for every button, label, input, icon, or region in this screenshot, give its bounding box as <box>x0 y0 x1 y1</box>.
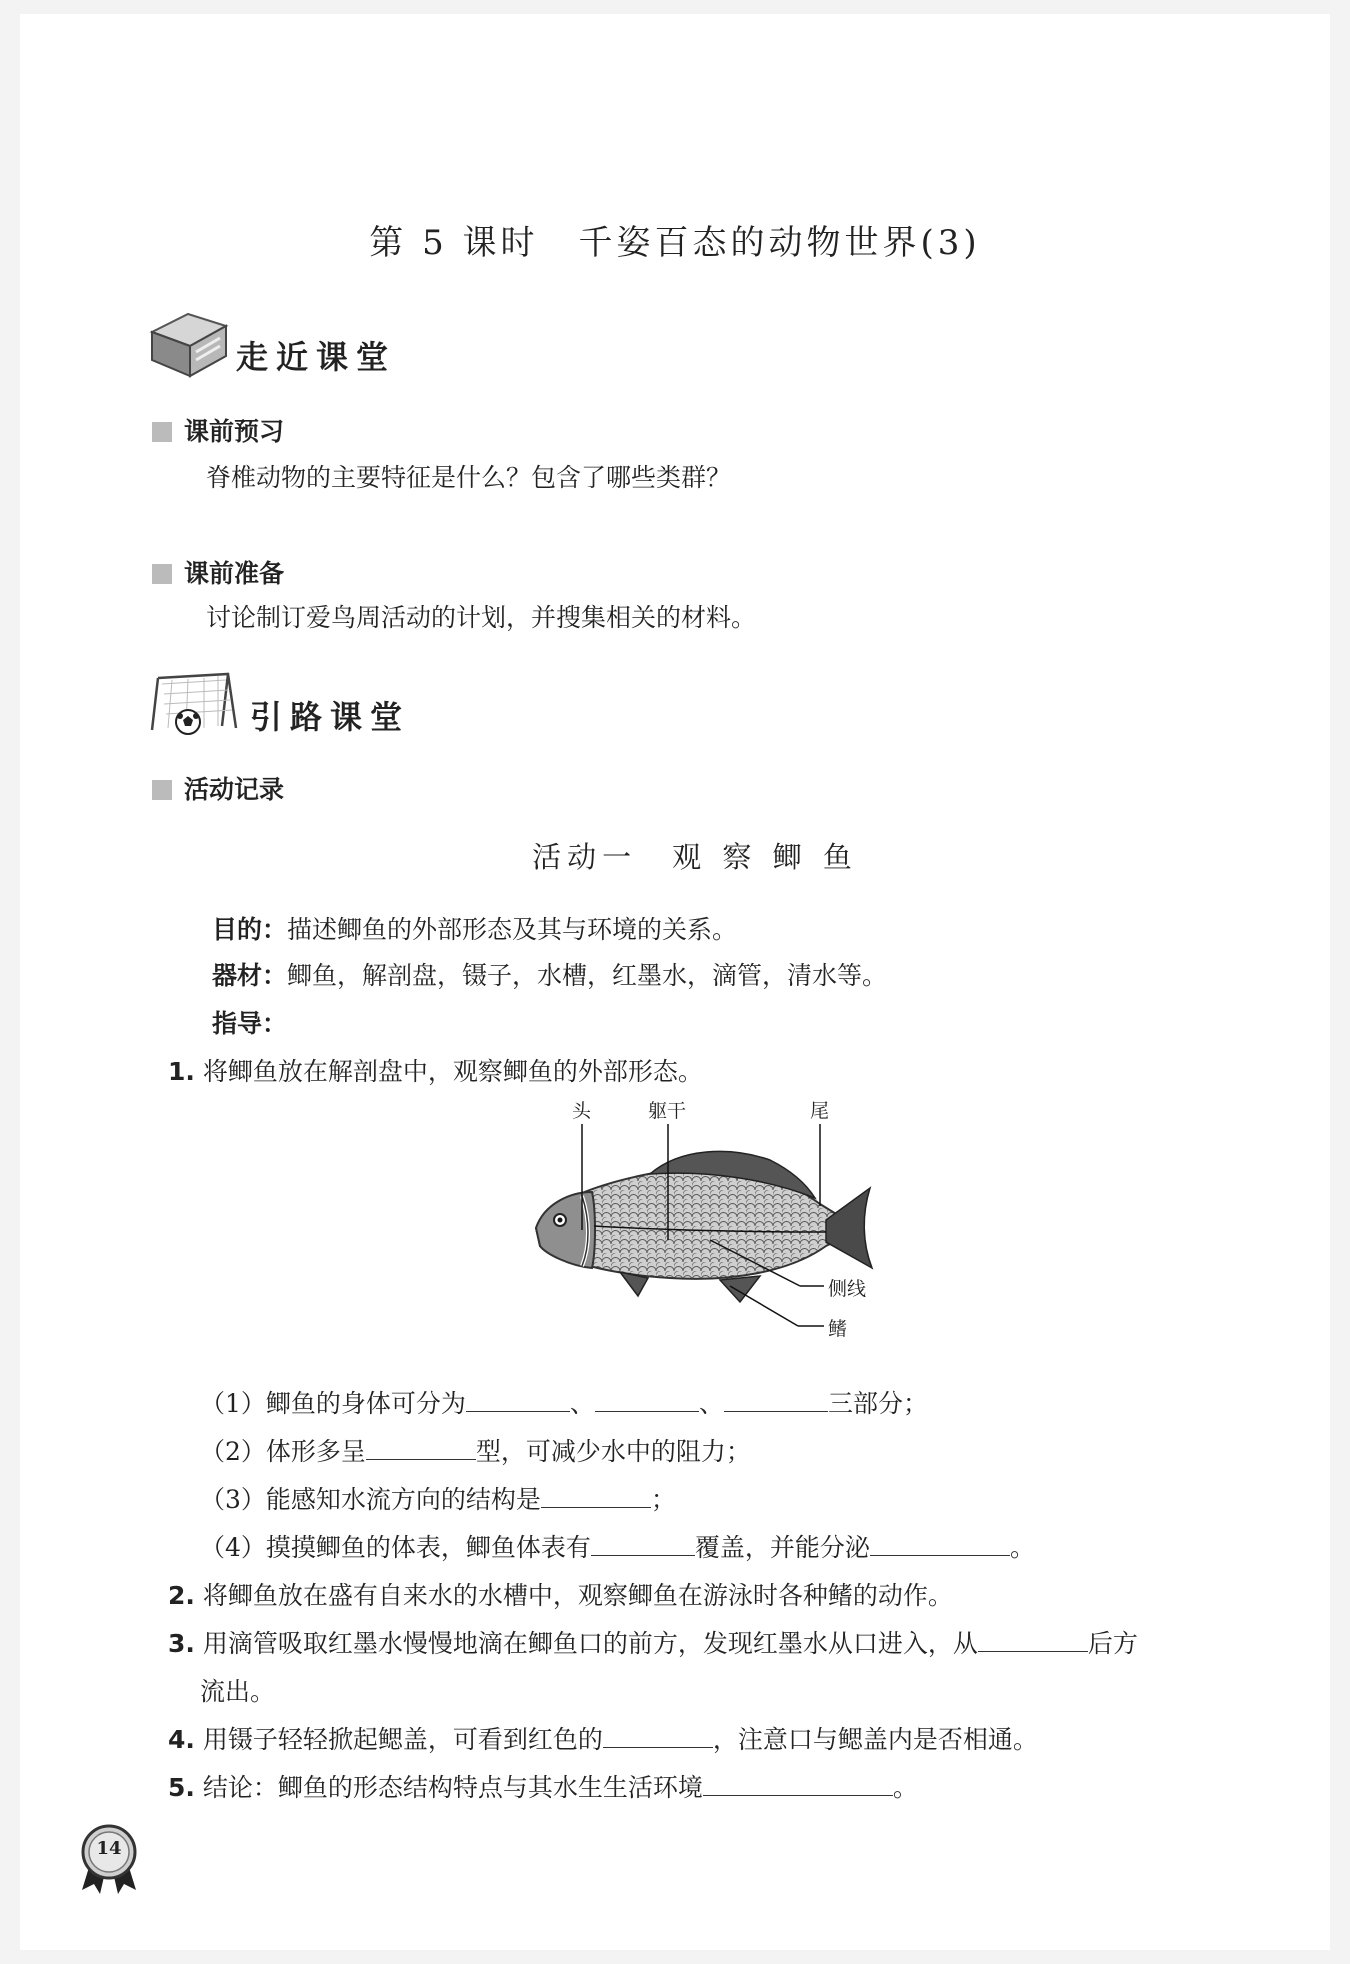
answer-blank[interactable] <box>724 1389 828 1412</box>
question-1 <box>200 1384 928 1420</box>
page-number: 14 <box>96 1838 122 1859</box>
answer-blank[interactable] <box>541 1485 651 1508</box>
heading-square-icon <box>152 422 172 442</box>
guide-line <box>212 1004 287 1040</box>
preview-text: 脊椎动物的主要特征是什么？包含了哪些类群？ <box>206 463 732 492</box>
question-4 <box>200 1528 1035 1564</box>
answer-blank[interactable] <box>870 1533 1010 1556</box>
step-text: 将鲫鱼放在解剖盘中，观察鲫鱼的外部形态。 <box>202 1057 703 1086</box>
question-text: （3）能感知水流方向的结构是 <box>200 1485 541 1514</box>
question-text: 覆盖，并能分泌 <box>694 1533 870 1562</box>
question-text: 型，可减少水中的阻力； <box>475 1437 751 1466</box>
question-text: ； <box>650 1485 676 1514</box>
answer-blank[interactable] <box>466 1389 570 1412</box>
step-3 <box>168 1624 1138 1660</box>
question-text: （2）体形多呈 <box>200 1437 366 1466</box>
step-number: 4. <box>168 1725 195 1754</box>
guide-label: 指导： <box>212 1009 288 1038</box>
fish-label-head: 头 <box>572 1100 592 1122</box>
materials-label: 器材： <box>212 961 288 990</box>
step-text: 。 <box>892 1773 918 1802</box>
activity-record-heading-text: 活动记录 <box>184 775 285 804</box>
separator: 、 <box>569 1389 595 1418</box>
question-text: 三部分； <box>827 1389 928 1418</box>
answer-blank[interactable] <box>603 1725 713 1748</box>
step-text: 用滴管吸取红墨水慢慢地滴在鲫鱼口的前方，发现红墨水从口进入，从 <box>202 1629 978 1658</box>
step-number: 5. <box>168 1773 195 1802</box>
prepare-text: 讨论制订爱鸟周活动的计划，并搜集相关的材料。 <box>206 603 757 632</box>
answer-blank[interactable] <box>366 1437 476 1460</box>
book-icon <box>148 310 230 380</box>
banner-approach-label: 走近课堂 <box>236 338 397 376</box>
award-ribbon-icon <box>80 1824 138 1894</box>
soccer-goal-icon <box>148 670 240 736</box>
step-text: 将鲫鱼放在盛有自来水的水槽中，观察鲫鱼在游泳时各种鳍的动作。 <box>202 1581 953 1610</box>
step-5 <box>168 1768 918 1804</box>
activity-record-heading <box>152 770 284 806</box>
fish-label-tail: 尾 <box>810 1100 830 1122</box>
step-number: 2. <box>168 1581 195 1610</box>
prepare-heading <box>152 554 284 590</box>
prepare-heading-text: 课前准备 <box>184 559 285 588</box>
lesson-topic: 千姿百态的动物世界(3) <box>578 223 981 263</box>
step-4 <box>168 1720 1038 1756</box>
step-text: 结论：鲫鱼的形态结构特点与其水生生活环境 <box>202 1773 703 1802</box>
answer-blank[interactable] <box>703 1773 893 1796</box>
step-number: 1. <box>168 1057 195 1086</box>
preview-heading <box>152 412 284 448</box>
step-number: 3. <box>168 1629 195 1658</box>
purpose-line <box>212 910 737 946</box>
purpose-label: 目的： <box>212 915 288 944</box>
step-text: 用镊子轻轻掀起鳃盖，可看到红色的 <box>202 1725 603 1754</box>
fish-label-trunk: 躯干 <box>648 1100 687 1122</box>
materials-text: 鲫鱼，解剖盘，镊子，水槽，红墨水，滴管，清水等。 <box>287 961 888 990</box>
step-3-continuation: 流出。 <box>200 1677 276 1706</box>
purpose-text: 描述鲫鱼的外部形态及其与环境的关系。 <box>287 915 738 944</box>
preview-heading-text: 课前预习 <box>184 417 285 446</box>
lesson-number: 第 5 课时 <box>369 223 539 263</box>
banner-approach-class <box>148 310 397 384</box>
separator: 、 <box>698 1389 724 1418</box>
step-2 <box>168 1576 953 1612</box>
page-number-badge <box>80 1824 138 1898</box>
fish-illustration <box>530 1100 890 1350</box>
question-text: （4）摸摸鲫鱼的体表，鲫鱼体表有 <box>200 1533 591 1562</box>
activity-title: 活动一 观 察 鲫 鱼 <box>532 840 858 874</box>
materials-line <box>212 956 887 992</box>
heading-square-icon <box>152 780 172 800</box>
question-3 <box>200 1480 676 1516</box>
banner-guide-class <box>148 670 411 740</box>
answer-blank[interactable] <box>591 1533 695 1556</box>
fish-label-lateral-line: 侧线 <box>828 1278 867 1300</box>
step-text: 后方 <box>1087 1629 1138 1658</box>
question-text: （1）鲫鱼的身体可分为 <box>200 1389 466 1418</box>
answer-blank[interactable] <box>595 1389 699 1412</box>
fish-figure <box>530 1100 890 1350</box>
fish-label-fin: 鳍 <box>828 1318 848 1340</box>
answer-blank[interactable] <box>978 1629 1088 1652</box>
banner-guide-label: 引路课堂 <box>250 698 411 736</box>
heading-square-icon <box>152 564 172 584</box>
step-1 <box>168 1052 703 1088</box>
step-text: ，注意口与鳃盖内是否相通。 <box>712 1725 1038 1754</box>
question-text: 。 <box>1009 1533 1035 1562</box>
question-2 <box>200 1432 751 1468</box>
lesson-title <box>0 215 1350 264</box>
